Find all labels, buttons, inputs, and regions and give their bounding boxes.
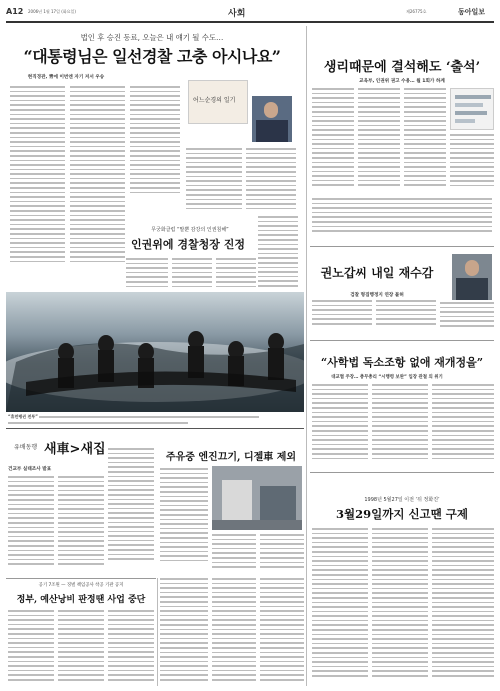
body-text-column [358,88,400,196]
body-text-column [186,148,242,214]
story-headline: 생리때문에 결석해도 ‘출석’ [323,60,481,75]
story-headline: 권노갑씨 내일 재수감 [320,266,434,280]
body-text-column [70,86,125,286]
story-headline: 정부, 예산낭비 판정땐 사업 중단 [16,595,146,605]
body-text-column [216,258,256,290]
body-text-column [440,302,494,332]
issue-date: 2006년 1월 17일 (화요일) [28,9,76,14]
story-kicker: 유배동행 [14,444,38,451]
story-kicker: 공기 7조원 — 징벌 책임공사 착공 기관 공지 [38,583,124,588]
body-text-column [108,448,154,572]
book-cover [188,80,248,124]
story-subhead: 검찰 형집행정지 연장 불허 [350,293,404,298]
body-text-column [432,384,494,468]
page-number: A12 [6,7,24,16]
body-text-column [312,300,372,330]
body-text-column [130,86,180,214]
story-kicker: 법인 후 승진 동료, 오늘은 내 얘기 될 수도… [80,33,224,42]
body-text-column [258,216,298,290]
story-headline: 3월29일까지 신고땐 구제 [336,507,468,521]
body-text-column [376,300,436,330]
body-text-column [8,476,54,572]
officer-portrait [252,96,292,142]
story-headline: 새車>새집 [44,442,106,457]
body-text-column [160,468,208,574]
body-text-column [404,88,446,196]
person-photo [452,254,492,300]
body-text-column [260,578,304,686]
body-text-column [312,528,368,684]
story-subhead: 현직경관, 靑에 이번엔 자기 저서 우송 [27,75,105,80]
training-photo [6,292,304,412]
story-subhead: 건교부 실태조사 발표 [8,467,52,472]
photo-caption [8,414,302,424]
body-text-column [312,198,492,242]
infographic [450,88,494,130]
sub-kicker: 무궁화클럽 “말뿐 감강의 인권침해” [151,227,229,233]
body-text-column [372,384,428,468]
body-text-column [108,610,154,686]
masthead [6,6,494,20]
story-kicker: 1998년 5월27일 이전 ‘뒤 정화진’ [364,497,440,503]
body-text-column [172,258,212,290]
caption-title: “휴먼펭귄 전투” [8,414,38,419]
story-headline: “대통령님은 일선경찰 고충 아시나요” [23,47,281,66]
body-text-column [260,534,304,574]
story-headline: “사학법 독소조항 없애 재개정을” [320,356,484,369]
body-text-column [126,258,168,290]
body-text-column [160,578,208,686]
body-text-column [432,528,494,684]
body-text-column [58,476,104,572]
photo-scene [6,292,304,412]
book-title: 어느순경의 일기 [193,97,236,104]
story-subhead: 대교협 주장… 총무총리 “시행령 보완” 입장 관철 의 위기 [331,375,443,380]
body-text-column [246,148,296,214]
body-text-column [212,578,256,686]
body-text-column [450,134,494,196]
body-text-column [312,88,354,196]
body-text-column [58,610,104,686]
story-headline: 주유중 엔진끄기, 디젤車 제외 [165,452,297,463]
station-photo [212,466,302,530]
body-text-column [212,534,256,574]
body-text-column [8,610,54,686]
brand-logo: 동아일보 [458,8,486,16]
section-title: 사회 [228,9,246,19]
issue-number: 제26775호 [406,9,427,14]
body-text-column [372,528,428,684]
story-subhead: 교육부, 인권위 권고 수용… 월 1회가 하계 [359,79,445,84]
body-text-column [10,86,65,286]
body-text-column [312,384,368,468]
sub-headline: 인권위에 경찰청장 진정 [131,238,245,251]
